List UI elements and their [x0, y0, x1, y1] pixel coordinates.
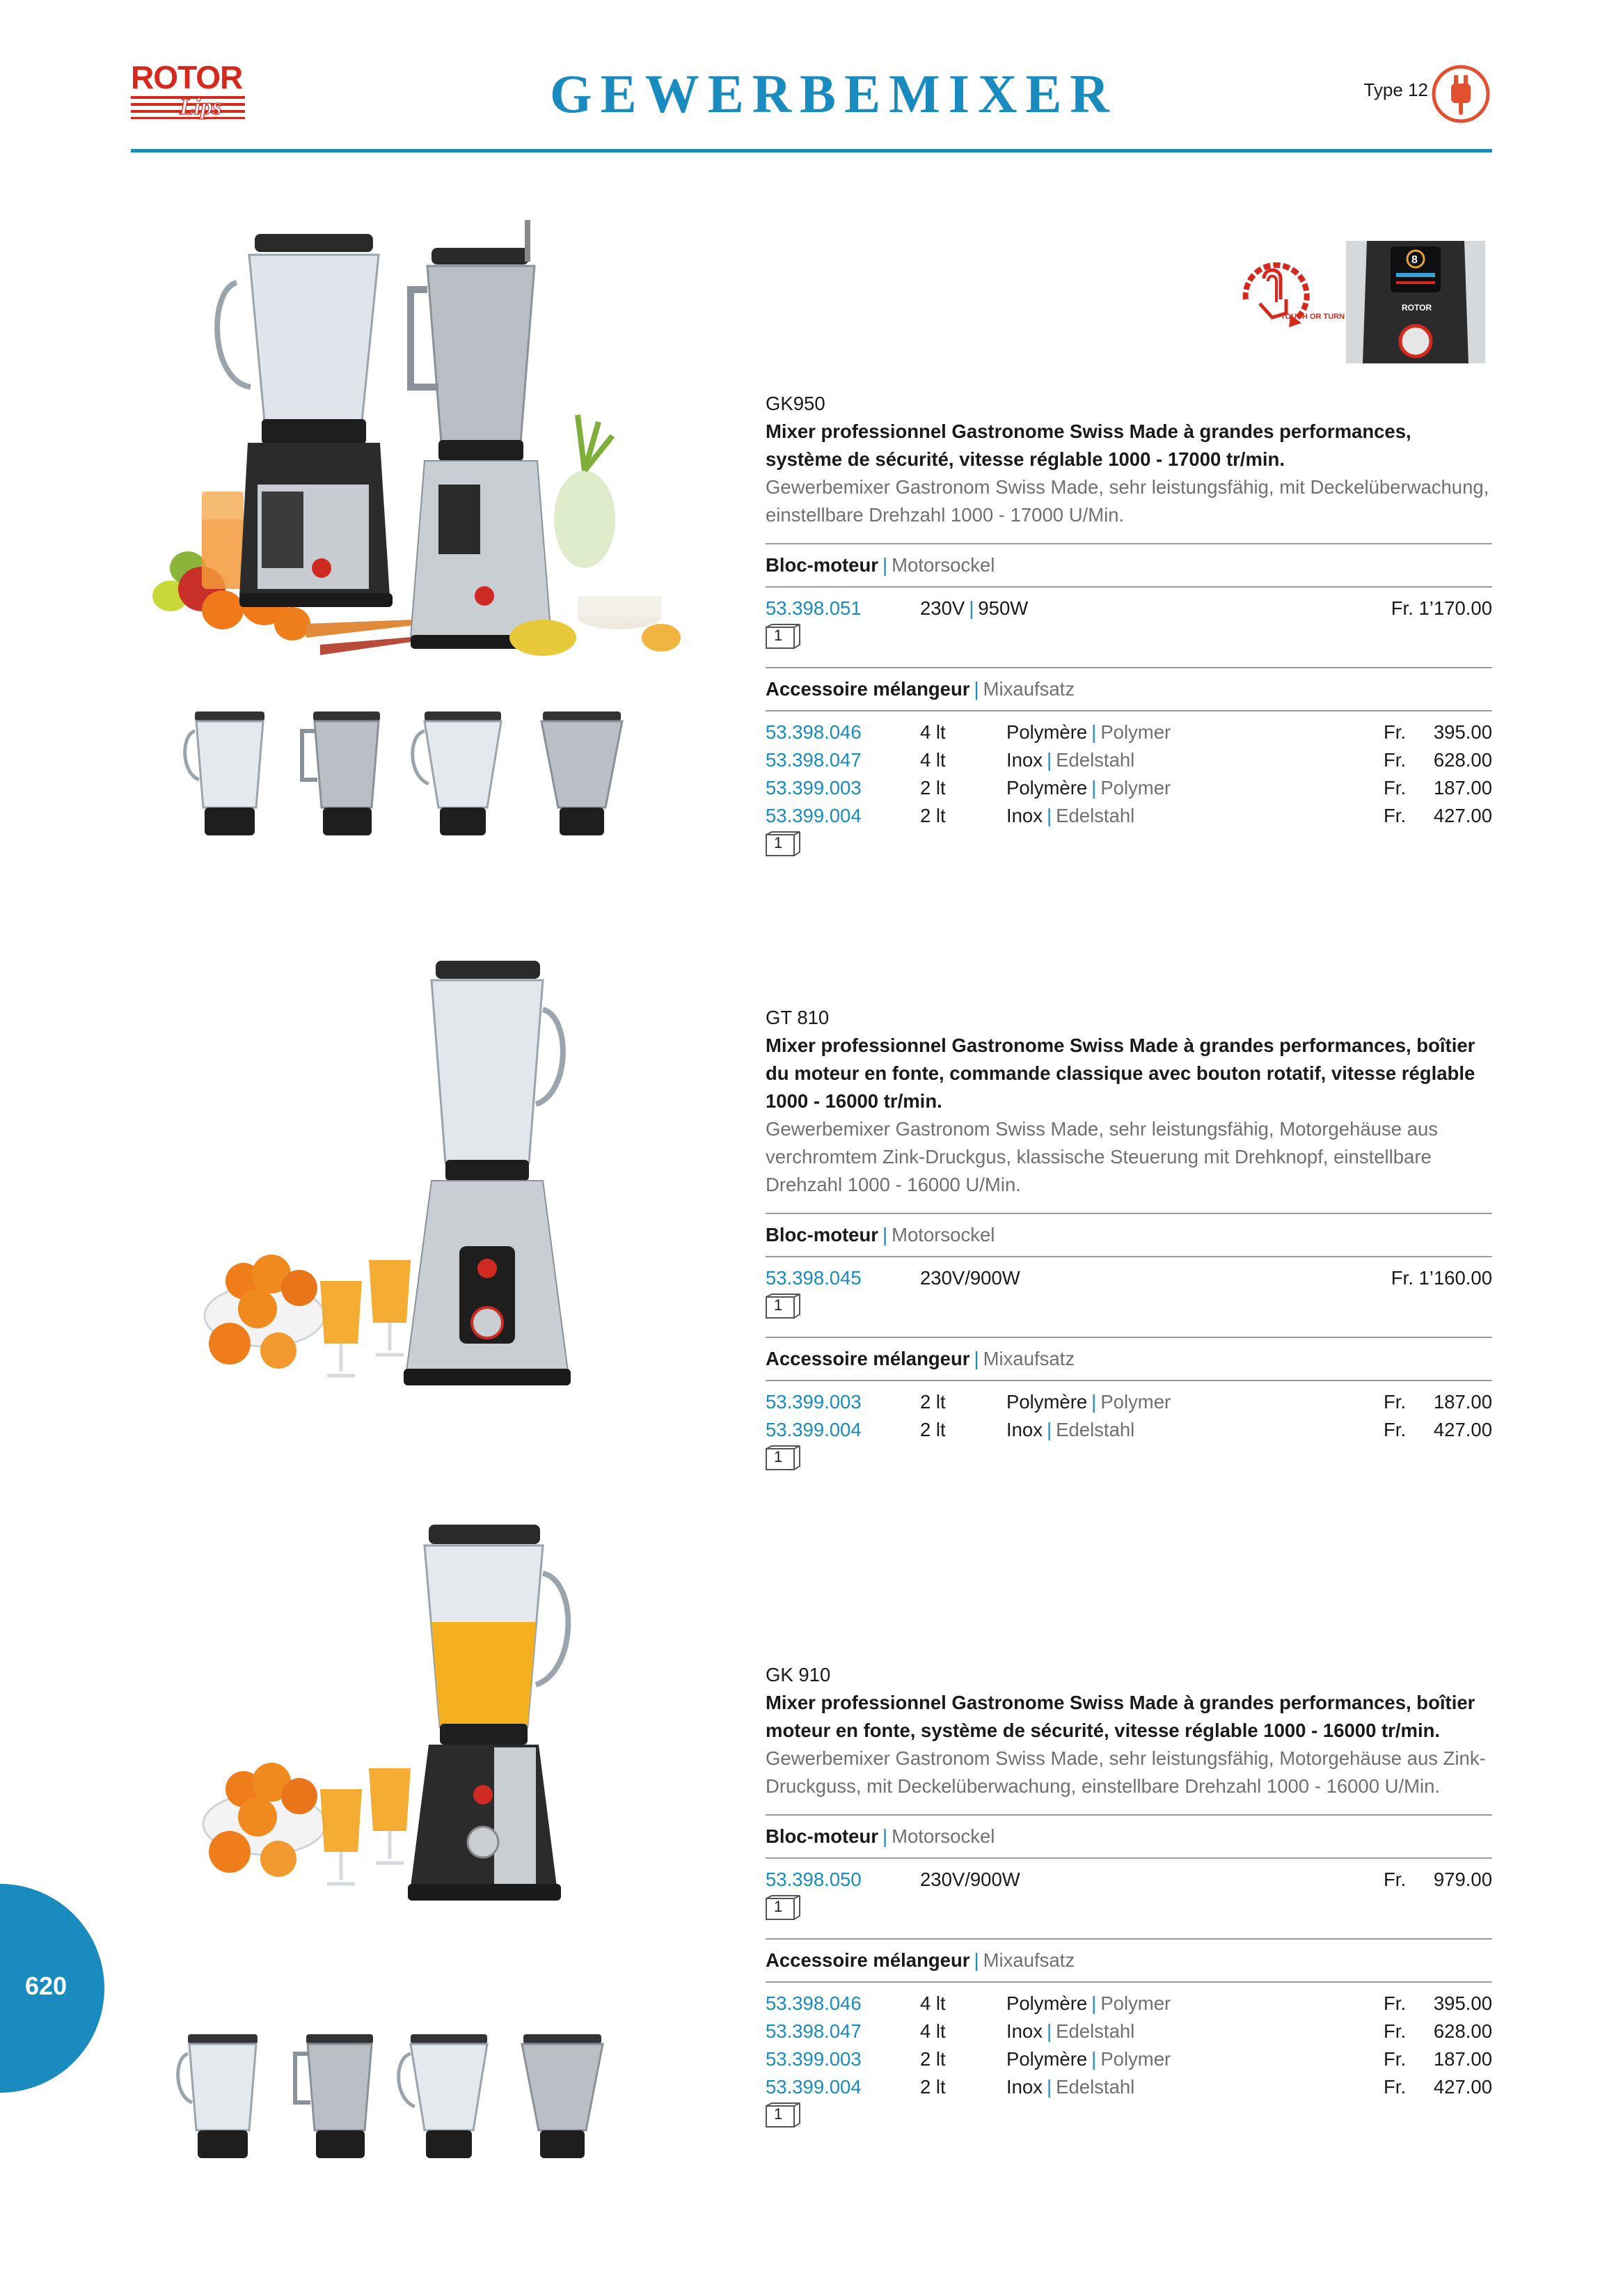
price: 979.00	[1433, 1869, 1492, 1890]
volume: 4 lt	[920, 1992, 946, 2014]
package-unit-icon	[766, 1294, 800, 1320]
currency: Fr.	[1384, 2020, 1407, 2042]
price: 427.00	[1433, 2076, 1492, 2098]
section-title-fr: Accessoire mélangeur	[766, 1348, 970, 1369]
accessory-rows	[766, 1990, 1492, 2101]
gk910-accessory-photos	[167, 2026, 640, 2165]
volume: 2 lt	[920, 777, 946, 799]
currency: Fr.	[1384, 721, 1407, 743]
article-number: 53.399.004	[766, 2076, 862, 2098]
package-unit-icon	[766, 624, 800, 650]
material: Inox | Edelstahl	[1006, 805, 1135, 826]
package-unit: 1	[766, 1895, 1492, 1921]
section-title-de: Mixaufsatz	[983, 1949, 1075, 1971]
material: Polymère | Polymer	[1006, 777, 1171, 799]
table-row	[766, 1990, 1492, 2018]
article-number: 53.398.046	[766, 721, 862, 743]
package-unit: 1	[766, 2102, 1492, 2129]
logo-word: ROTOR	[131, 59, 243, 95]
product-code: GK 910	[766, 1664, 831, 1685]
description-de: Gewerbemixer Gastronom Swiss Made, sehr leistungsfähig, mit Deckelüberwachung, einstellbare Drehzahl 1000 - 17000 U/Min.	[766, 476, 1489, 526]
page-number: 620	[25, 1972, 68, 2000]
article-number: 53.398.046	[766, 1992, 862, 2014]
motor-section-header	[766, 1213, 1492, 1257]
product-gk950	[766, 390, 1492, 862]
accessory-section-header	[766, 1938, 1492, 1983]
price: 427.00	[1433, 805, 1492, 826]
section-title-fr: Bloc-moteur	[766, 1825, 878, 1847]
section-title-de: Mixaufsatz	[983, 678, 1075, 700]
header-rule	[131, 149, 1492, 152]
section-title-fr: Accessoire mélangeur	[766, 678, 970, 700]
currency: Fr.	[1384, 1391, 1407, 1413]
currency: Fr.	[1384, 2048, 1407, 2070]
volume: 2 lt	[920, 2076, 946, 2098]
currency: Fr.	[1384, 1869, 1407, 1890]
description-de: Gewerbemixer Gastronom Swiss Made, sehr leistungsfähig, Motorgehäuse aus Zink-Druckguss, mit Deckelüberwachung, einstellbare Drehzahl 1000 - 16000 U/Min.	[766, 1747, 1486, 1797]
article-number: 53.399.004	[766, 1419, 862, 1440]
page-title: GEWERBEMIXER	[550, 63, 1118, 124]
price: 187.00	[1433, 1391, 1492, 1413]
gk950-product-photo	[97, 206, 696, 686]
currency: Fr.	[1384, 805, 1407, 826]
pipe-separator: |	[974, 678, 979, 700]
logo-script	[131, 92, 245, 120]
volume: 2 lt	[920, 1391, 946, 1413]
motor-section-header	[766, 543, 1492, 588]
material: Inox | Edelstahl	[1006, 2020, 1135, 2042]
material: Polymère | Polymer	[1006, 721, 1171, 743]
motor-rows	[766, 1866, 1492, 1894]
article-number: 53.398.047	[766, 2020, 862, 2042]
accessory-section-header	[766, 1337, 1492, 1381]
table-row	[766, 2073, 1492, 2101]
article-number: 53.398.050	[766, 1869, 862, 1890]
article-number: 53.399.003	[766, 2048, 862, 2070]
section-title-de: Motorsockel	[892, 1825, 995, 1847]
accessory-rows	[766, 718, 1492, 830]
description-fr: Mixer professionnel Gastronome Swiss Made à grandes performances, boîtier moteur en fonte, système de sécurité, vitesse réglable 1000 - 16000 tr/min.	[766, 1692, 1475, 1741]
section-title-fr: Bloc-moteur	[766, 1224, 878, 1245]
plug-icon	[1431, 64, 1491, 124]
section-title-de: Motorsockel	[892, 1224, 995, 1245]
package-unit: 1	[766, 831, 1492, 858]
volume: 2 lt	[920, 2048, 946, 2070]
description-fr: Mixer professionnel Gastronome Swiss Made à grandes performances, système de sécurité, vitesse réglable 1000 - 17000 tr/min.	[766, 420, 1411, 470]
price: 427.00	[1433, 1419, 1492, 1440]
table-row	[766, 1388, 1492, 1416]
description-de: Gewerbemixer Gastronom Swiss Made, sehr leistungsfähig, Motorgehäuse aus verchromtem Zink-Druckgus, klassische Steuerung mit Drehknopf, einstellbare Drehzahl 1000 - 16000 U/Min.	[766, 1118, 1439, 1195]
table-row	[766, 802, 1492, 830]
table-row	[766, 1416, 1492, 1444]
svg-text:ROTOR: ROTOR	[1402, 303, 1432, 313]
table-row	[766, 2045, 1492, 2073]
article-number: 53.398.051	[766, 597, 862, 619]
motor-section-header	[766, 1814, 1492, 1859]
gk910-product-photo	[188, 1518, 605, 1908]
pipe-separator: |	[882, 1224, 888, 1245]
material: Inox | Edelstahl	[1006, 1419, 1135, 1440]
pipe-separator: |	[882, 1825, 888, 1847]
price: 628.00	[1433, 749, 1492, 771]
article-number: 53.398.047	[766, 749, 862, 771]
product-gt810	[766, 1004, 1492, 1476]
table-row	[766, 774, 1492, 802]
material: Polymère | Polymer	[1006, 1992, 1171, 2014]
motor-rows	[766, 1264, 1492, 1292]
svg-text:8: 8	[1411, 254, 1418, 266]
package-unit: 1	[766, 624, 1492, 650]
table-row	[766, 746, 1492, 774]
table-row	[766, 1264, 1492, 1292]
material: Polymère | Polymer	[1006, 2048, 1171, 2070]
motor-rows	[766, 595, 1492, 622]
touch-or-turn-icon	[1232, 251, 1345, 341]
section-title-de: Mixaufsatz	[983, 1348, 1075, 1369]
volume: 2 lt	[920, 805, 946, 826]
section-title-de: Motorsockel	[892, 554, 995, 576]
currency: Fr.	[1384, 1419, 1407, 1440]
product-gk910	[766, 1661, 1492, 2133]
svg-text:TOUCH OR TURN: TOUCH OR TURN	[1281, 313, 1345, 321]
gt810-product-photo	[195, 954, 585, 1399]
table-row	[766, 2018, 1492, 2045]
description-fr: Mixer professionnel Gastronome Swiss Made à grandes performances, boîtier du moteur en fonte, commande classique avec bouton rotatif, vitesse réglable 1000 - 16000 tr/min.	[766, 1035, 1475, 1112]
package-unit: 1	[766, 1294, 1492, 1320]
rotor-logo	[131, 58, 249, 123]
spec: 230V/900W	[920, 1869, 1020, 1890]
material: Polymère | Polymer	[1006, 1391, 1171, 1413]
volume: 4 lt	[920, 749, 946, 771]
package-unit-icon	[766, 831, 800, 858]
article-number: 53.399.003	[766, 1391, 862, 1413]
pipe-separator: |	[882, 554, 888, 576]
price: 395.00	[1433, 1992, 1492, 2014]
article-number: 53.399.004	[766, 805, 862, 826]
price: 395.00	[1433, 721, 1492, 743]
price: 628.00	[1433, 2020, 1492, 2042]
spec: 230V/900W	[920, 1267, 1020, 1289]
spec: 230V | 950W	[920, 597, 1029, 619]
accessory-section-header	[766, 667, 1492, 711]
package-unit-icon	[766, 1895, 800, 1921]
accessory-rows	[766, 1388, 1492, 1444]
price: Fr. 1’160.00	[1391, 1267, 1492, 1289]
material: Inox | Edelstahl	[1006, 749, 1135, 771]
package-unit-icon	[766, 1445, 800, 1472]
article-number: 53.398.045	[766, 1267, 862, 1289]
volume: 4 lt	[920, 721, 946, 743]
gk950-accessory-photos	[174, 703, 647, 842]
table-row	[766, 1866, 1492, 1894]
section-title-fr: Accessoire mélangeur	[766, 1949, 970, 1971]
currency: Fr.	[1384, 1992, 1407, 2014]
product-code: GK950	[766, 393, 825, 414]
package-unit: 1	[766, 1445, 1492, 1472]
article-number: 53.399.003	[766, 777, 862, 799]
svg-text:Lips: Lips	[180, 94, 222, 120]
pipe-separator: |	[974, 1348, 979, 1369]
currency: Fr.	[1384, 2076, 1407, 2098]
product-code: GT 810	[766, 1007, 830, 1028]
table-row	[766, 595, 1492, 622]
currency: Fr.	[1384, 749, 1407, 771]
material: Inox | Edelstahl	[1006, 2076, 1135, 2098]
pipe-separator: |	[974, 1949, 979, 1971]
price: Fr. 1’170.00	[1391, 597, 1492, 619]
table-row	[766, 718, 1492, 746]
price: 187.00	[1433, 777, 1492, 799]
volume: 2 lt	[920, 1419, 946, 1440]
price: 187.00	[1433, 2048, 1492, 2070]
type-label: Type 12	[1363, 79, 1428, 100]
currency: Fr.	[1384, 777, 1407, 799]
volume: 4 lt	[920, 2020, 946, 2042]
section-title-fr: Bloc-moteur	[766, 554, 878, 576]
control-panel-photo	[1346, 241, 1485, 363]
package-unit-icon	[766, 2102, 800, 2129]
